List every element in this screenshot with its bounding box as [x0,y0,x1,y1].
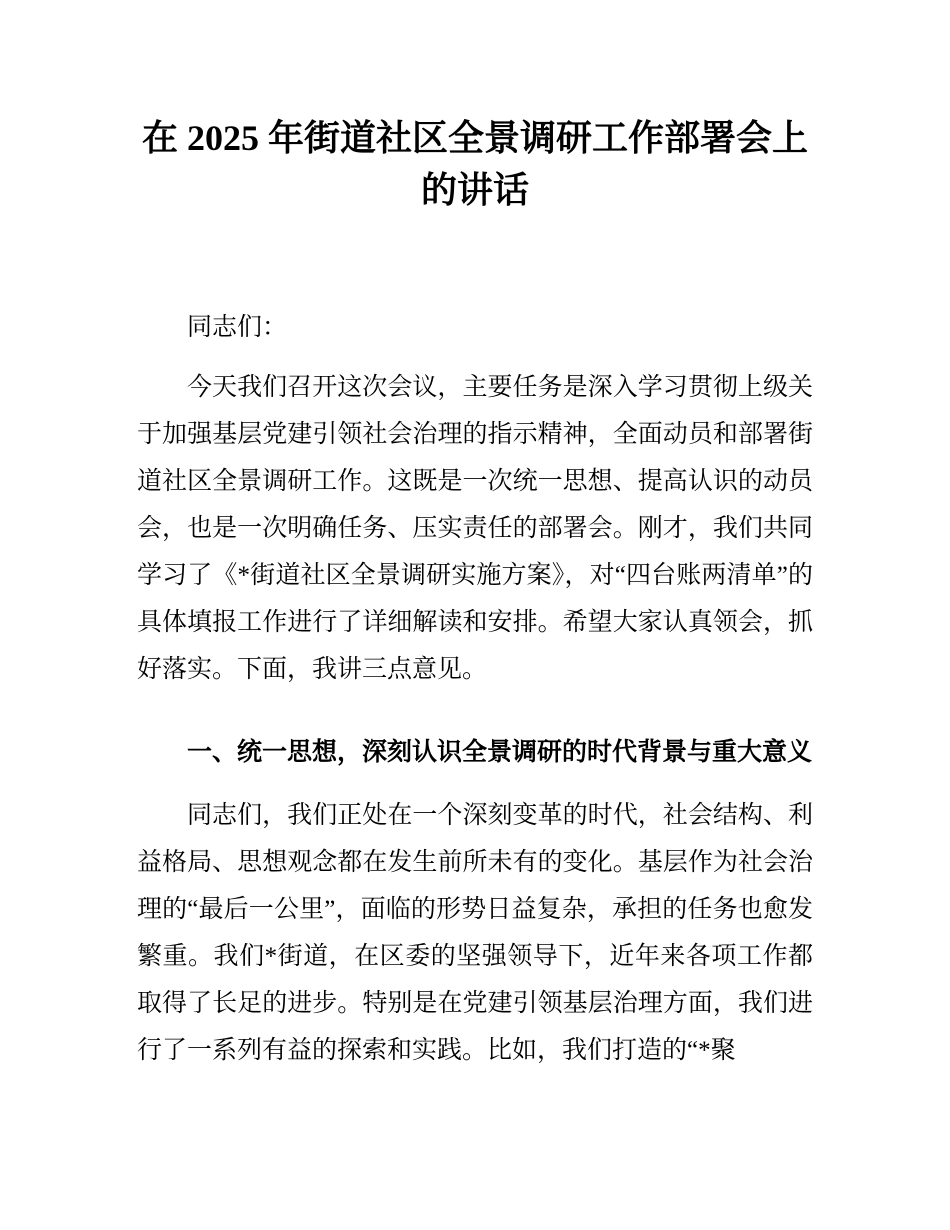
section-heading-1: 一、统一思想，深刻认识全景调研的时代背景与重大意义 [187,738,813,766]
body-paragraph-section-1: 同志们，我们正处在一个深刻变革的时代，社会结构、利益格局、思想观念都在发生前所未有的变化。基层作为社会治理的“最后一公里”，面临的形势日益复杂，承担的任务也愈发繁重。我们*街道，在区委的坚强领导下，近年来各项工作都取得了长足的进步。特别是在党建引领基层治理方面，我们进行了一系列有益的探索和实践。比如，我们打造的“*聚 [137,802,813,1064]
salutation-paragraph: 同志们： [187,314,288,341]
document-title: 在 2025 年街道社区全景调研工作部署会上的讲话 [141,118,808,210]
body-paragraph-intro: 今天我们召开这次会议，主要任务是深入学习贯彻上级关于加强基层党建引领社会治理的指示精神，全面动员和部署街道社区全景调研工作。这既是一次统一思想、提高认识的动员会，也是一次明确任务、压实责任的部署会。刚才，我们共同学习了《*街道社区全景调研实施方案》，对“四台账两清单”的具体填报工作进行了详细解读和安排。希望大家认真领会，抓好落实。下面，我讲三点意见。 [137,374,813,683]
